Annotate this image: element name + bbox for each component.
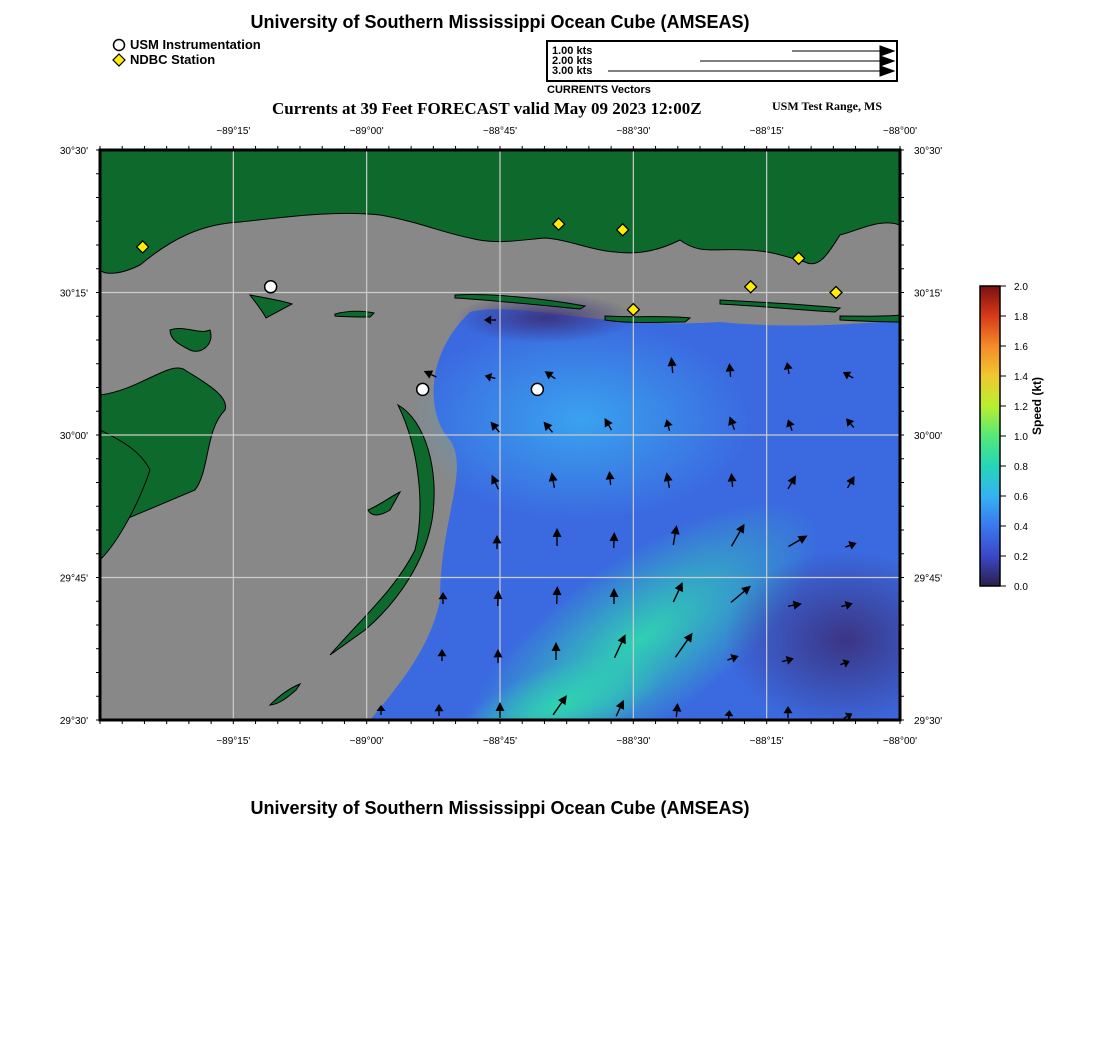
map-field: [100, 150, 965, 760]
map-title: University of Southern Mississippi Ocean Cube (AMSEAS): [250, 12, 750, 32]
usm-station-marker: [265, 281, 277, 293]
lon-tick-label-bottom: −88°30': [616, 736, 651, 747]
colorbar-tick-label: 2.0: [1014, 282, 1028, 293]
lon-tick-label-top: −88°45': [483, 126, 517, 137]
colorbar-tick-label: 0.8: [1014, 462, 1028, 473]
lat-tick-label-left: 30°00': [59, 431, 88, 442]
lat-tick-label-right: 29°30': [914, 716, 943, 727]
lon-tick-label-top: −88°30': [616, 126, 651, 137]
colorbar-tick-label: 1.8: [1014, 312, 1028, 323]
scale-label-2: 2.00 kts: [552, 55, 593, 67]
usm-station-marker: [417, 383, 429, 395]
lon-tick-label-top: −89°15': [216, 126, 251, 137]
usm-station-marker: [531, 383, 543, 395]
colorbar-tick-label: 1.6: [1014, 342, 1028, 353]
lon-tick-label-bottom: −89°15': [216, 736, 251, 747]
colorbar-title: Speed (kt): [1030, 376, 1044, 435]
lon-tick-label-top: −88°15': [749, 126, 784, 137]
legend-ndbc-label: NDBC Station: [130, 52, 216, 67]
map-subtitle: Currents at 39 Feet FORECAST valid May 09 2023 12:00Z: [272, 99, 702, 118]
region-label: USM Test Range, MS: [772, 99, 883, 113]
lat-tick-label-right: 30°30': [914, 146, 943, 157]
colorbar-tick-label: 0.4: [1014, 522, 1028, 533]
colorbar-tick-label: 1.4: [1014, 372, 1028, 383]
speed-field-lightblue: [410, 320, 750, 520]
lon-tick-label-top: −88°00': [883, 126, 917, 137]
lon-tick-label-bottom: −88°15': [749, 736, 784, 747]
lon-tick-label-bottom: −89°00': [349, 736, 384, 747]
colorbar-tick-label: 0.2: [1014, 552, 1028, 563]
lon-tick-label-bottom: −88°00': [883, 736, 917, 747]
lon-tick-label-bottom: −88°45': [483, 736, 517, 747]
map-title-bottom: University of Southern Mississippi Ocean Cube (AMSEAS): [250, 798, 750, 818]
legend-usm-label: USM Instrumentation: [130, 37, 261, 52]
barrier-island-2: [605, 316, 690, 323]
lat-tick-label-right: 30°00': [914, 431, 943, 442]
scale-label-1: 1.00 kts: [552, 45, 593, 57]
lat-tick-label-right: 29°45': [914, 573, 943, 585]
colorbar-tick-label: 0.6: [1014, 492, 1028, 503]
colorbar-ramp: [980, 286, 1000, 586]
colorbar-tick-label: 0.0: [1014, 582, 1028, 593]
scale-label-3: 3.00 kts: [552, 65, 593, 77]
lat-tick-label-right: 30°15': [914, 288, 943, 300]
vector-scale-caption: CURRENTS Vectors: [547, 84, 651, 96]
colorbar-tick-label: 1.2: [1014, 402, 1028, 413]
colorbar: [980, 282, 1028, 593]
lat-tick-label-left: 30°15': [59, 288, 88, 300]
lat-tick-label-left: 29°45': [59, 573, 88, 585]
colorbar-tick-label: 1.0: [1014, 432, 1028, 443]
lat-tick-label-left: 29°30': [59, 716, 88, 727]
lon-tick-label-top: −89°00': [349, 126, 384, 137]
lat-tick-label-left: 30°30': [59, 146, 88, 157]
